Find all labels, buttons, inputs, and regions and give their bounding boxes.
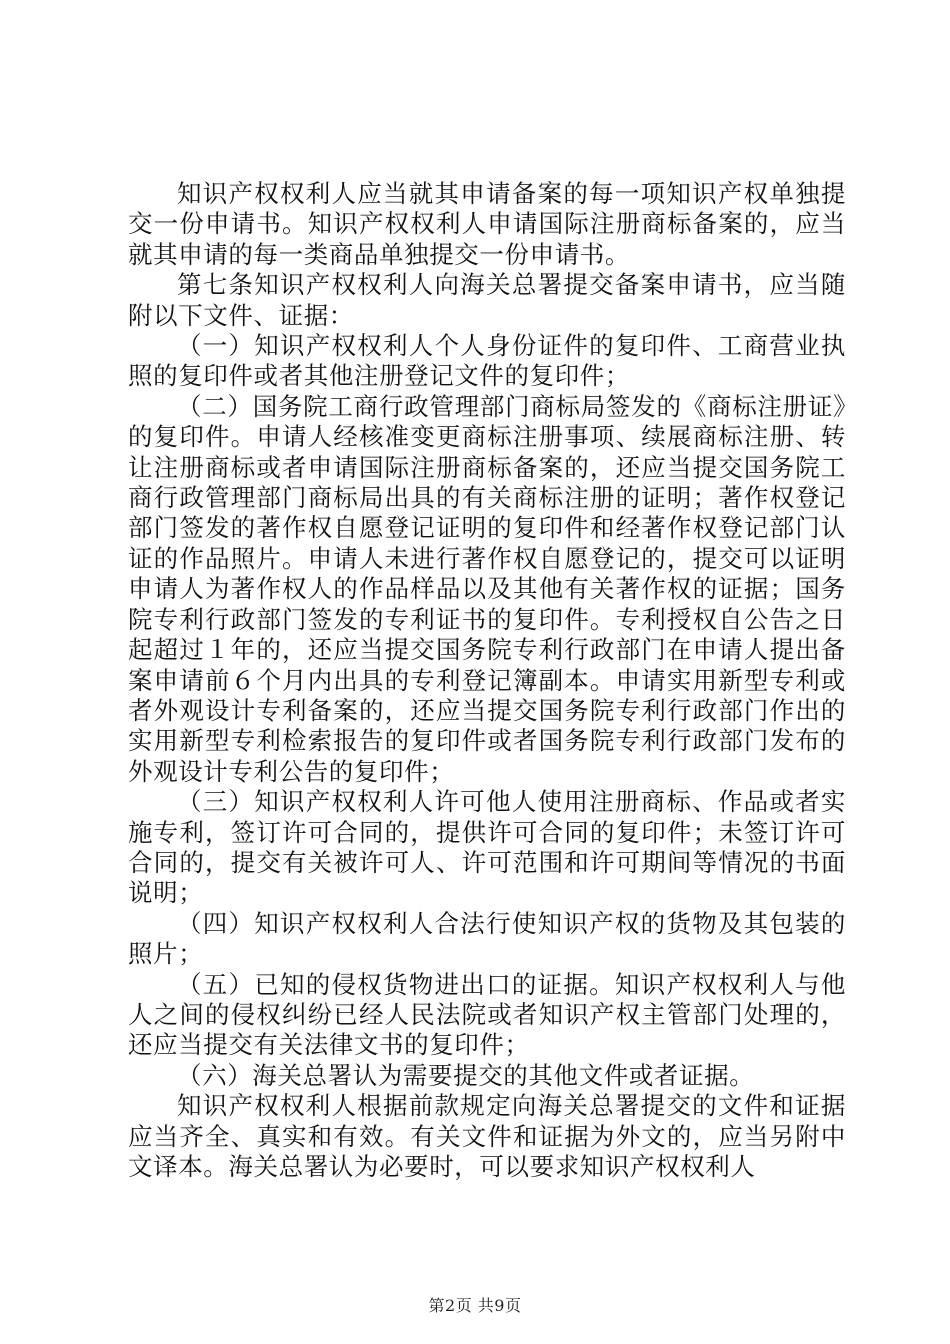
paragraph-documents-requirement: 知识产权权利人根据前款规定向海关总署提交的文件和证据应当齐全、真实和有效。有关文件和证据为外文的，应当另附中文译本。海关总署认为必要时，可以要求知识产权权利人 xyxy=(128,1091,846,1181)
list-item-4: （四）知识产权权利人合法行使知识产权的货物及其包装的照片； xyxy=(128,908,846,969)
list-item-1: （一）知识产权权利人个人身份证件的复印件、工商营业执照的复印件或者其他注册登记文件的复印件； xyxy=(128,331,846,391)
paragraph-filing-per-right: 知识产权权利人应当就其申请备案的每一项知识产权单独提交一份申请书。知识产权权利人申请国际注册商标备案的，应当就其申请的每一类商品单独提交一份申请书。 xyxy=(128,179,846,269)
list-item-6: （六）海关总署认为需要提交的其他文件或者证据。 xyxy=(177,1060,755,1090)
list-item-5: （五）已知的侵权货物进出口的证据。知识产权权利人与他人之间的侵权纠纷已经人民法院或者知识产权主管部门处理的，还应当提交有关法律文书的复印件； xyxy=(128,969,846,1060)
list-item-2: （二）国务院工商行政管理部门商标局签发的《商标注册证》的复印件。申请人经核准变更商标注册事项、续展商标注册、转让注册商标或者申请国际注册商标备案的，还应当提交国务院工商行政管理部门商标局出具的有关商标注册的证明；著作权登记部门签发的著作权自愿登记证明的复印件和经著作权登记部门认证的作品照片。申请人未进行著作权自愿登记的，提交可以证明申请人为著作权人的作品样品以及其他有关著作权的证据；国务院专利行政部门签发的专利证书的复印件。专利授权自公告之日起超过１年的，还应当提交国务院专利行政部门在申请人提出备案申请前６个月内出具的专利登记簿副本。申请实用新型专利或者外观设计专利备案的，还应当提交国务院专利行政部门作出的实用新型专利检索报告的复印件或者国务院专利行政部门发布的外观设计专利公告的复印件； xyxy=(128,391,846,786)
paragraph-article-seven: 第七条知识产权权利人向海关总署提交备案申请书，应当随附以下文件、证据： xyxy=(128,270,846,330)
page-number-footer: 第2页 共9页 xyxy=(428,1296,522,1315)
list-item-3: （三）知识产权权利人许可他人使用注册商标、作品或者实施专利，签订许可合同的，提供许可合同的复印件；未签订许可合同的，提交有关被许可人、许可范围和许可期间等情况的书面说明； xyxy=(128,787,846,908)
document-body xyxy=(128,179,846,1182)
